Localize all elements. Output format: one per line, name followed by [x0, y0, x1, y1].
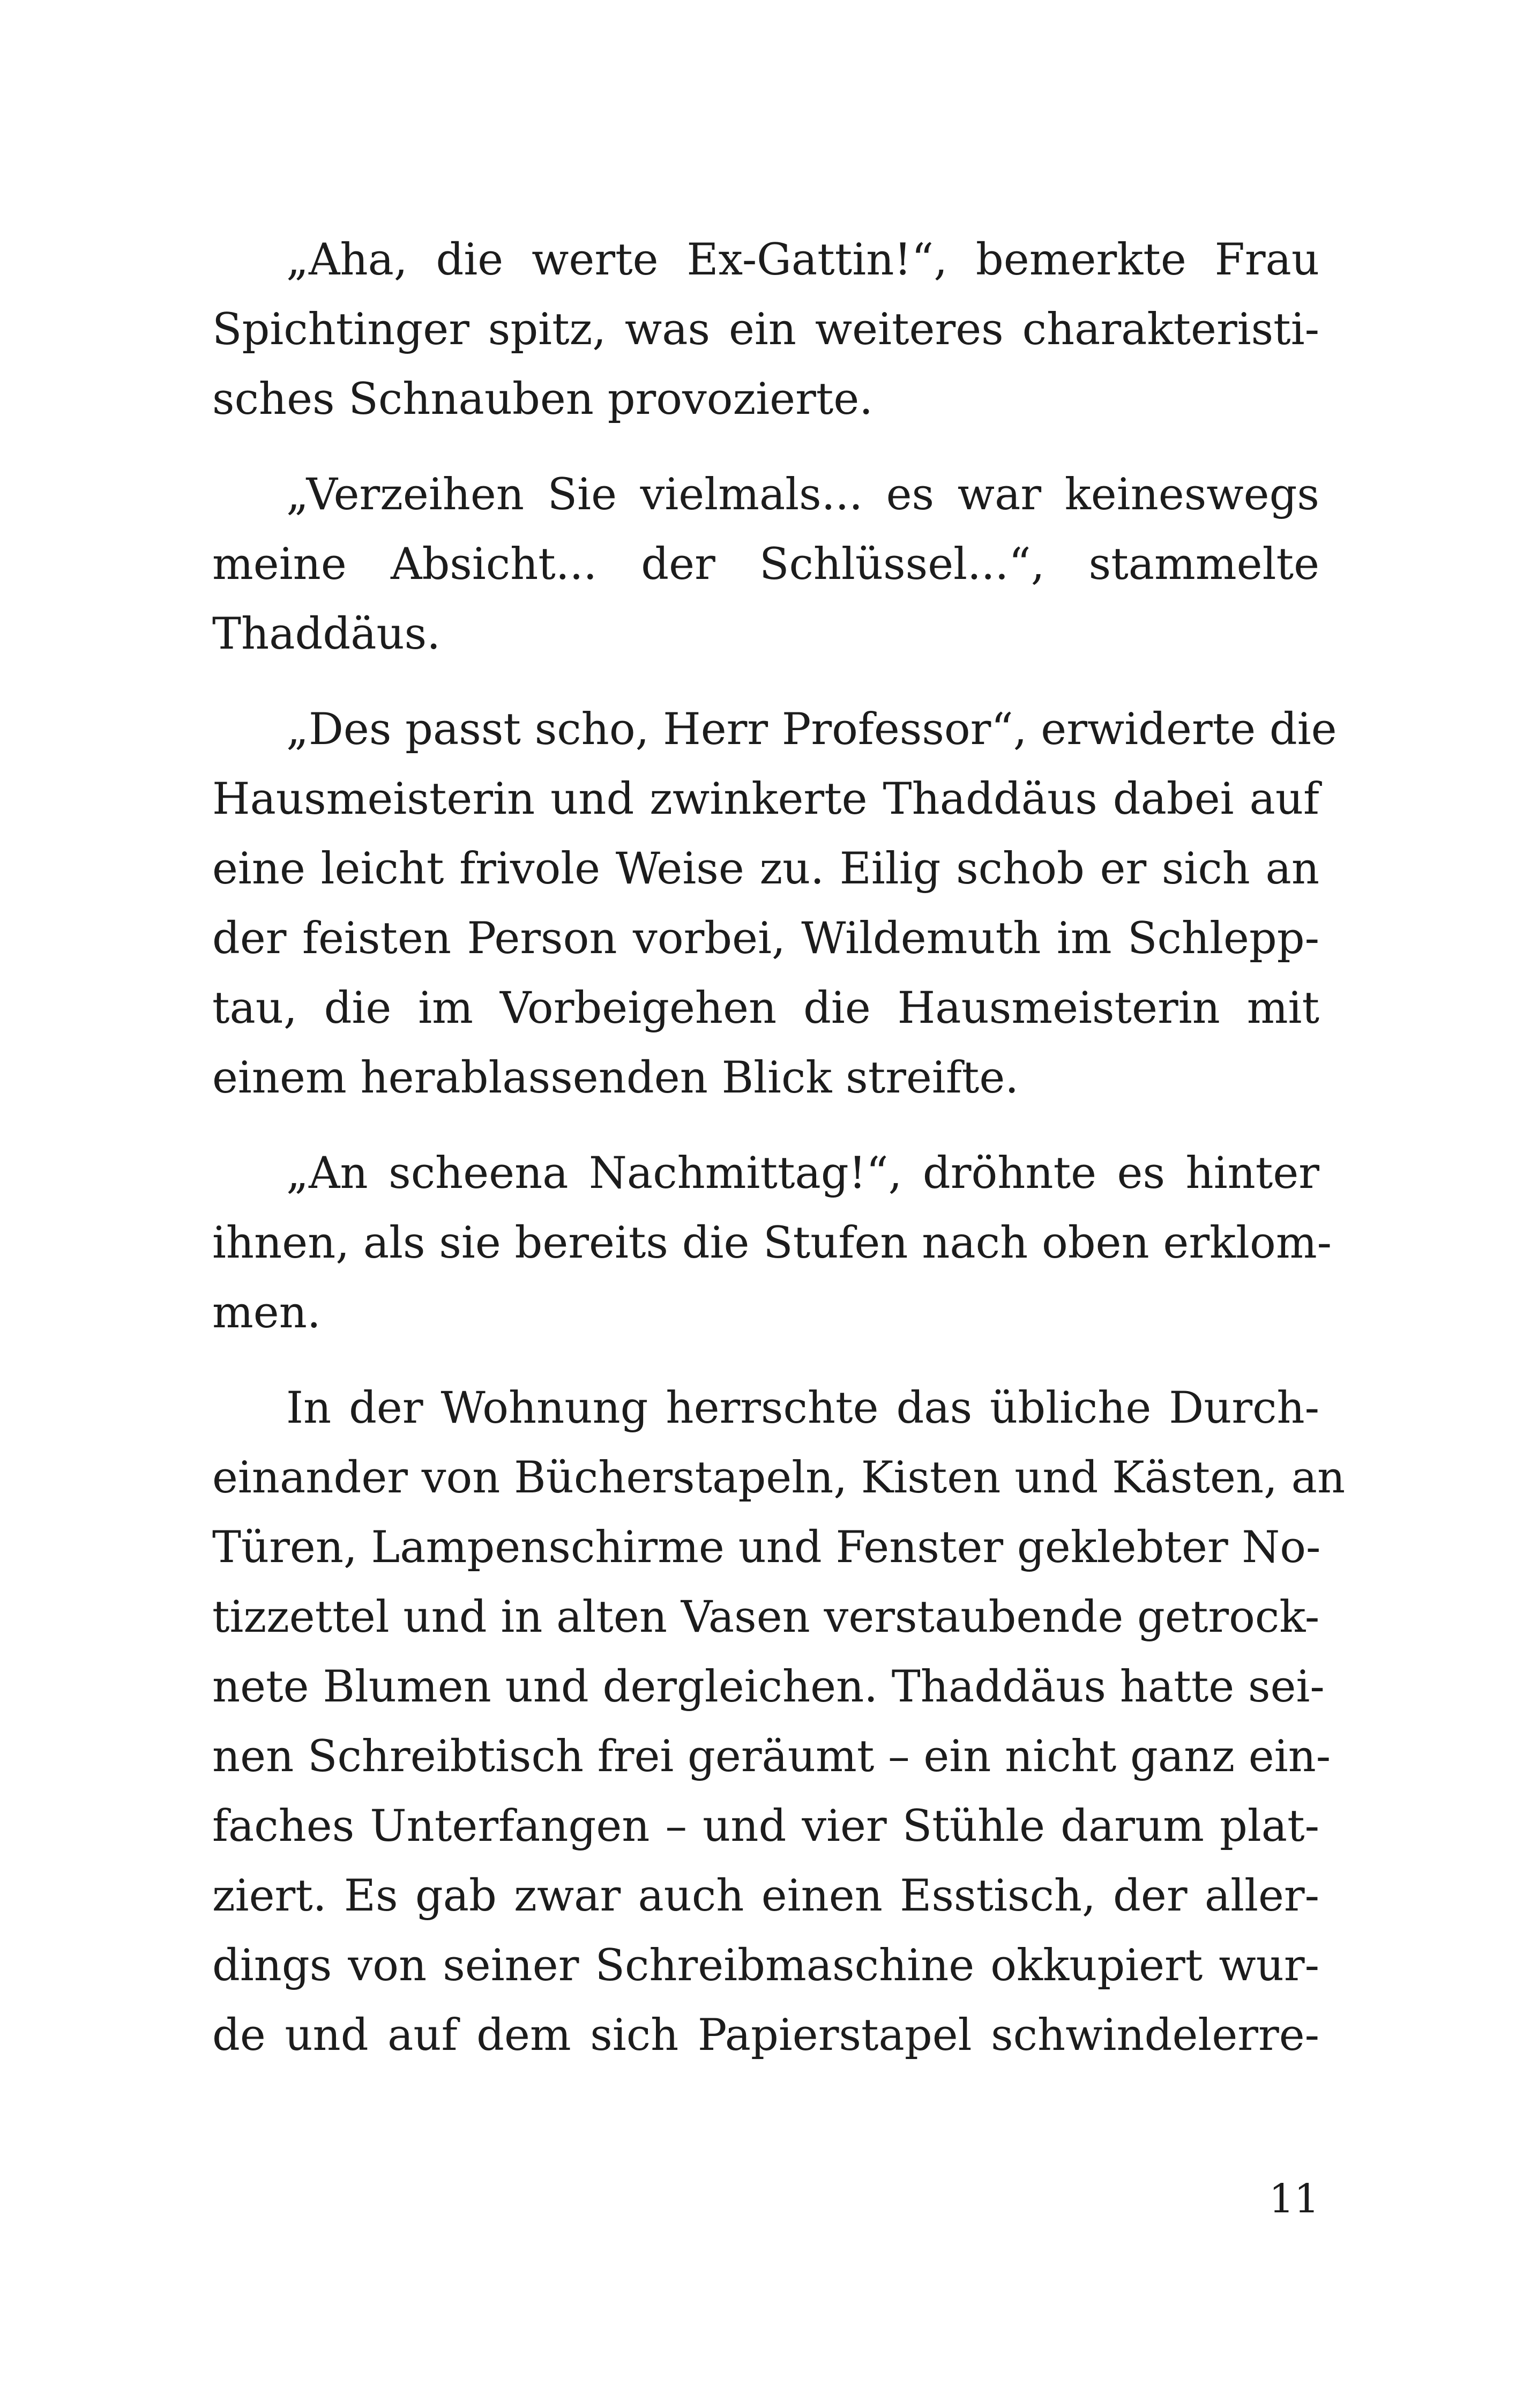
text-line: sches Schnauben provozierte. [212, 374, 874, 425]
text-line: men. [212, 1288, 321, 1338]
paragraph-1 [212, 225, 1319, 434]
text-line: eine leicht frivole Weise zu. Eilig schob er sich an [212, 844, 1319, 894]
page-number: 11 [1268, 2176, 1319, 2222]
text-line: tau, die im Vorbeigehen die Hausmeisterin mit [212, 983, 1319, 1034]
text-line: Spichtinger spitz, was ein weiteres charakteristi- [212, 304, 1319, 355]
text-line: Thaddäus. [212, 609, 441, 659]
text-line: Hausmeisterin und zwinkerte Thaddäus dabei auf [212, 774, 1319, 824]
text-line: ihnen, als sie bereits die Stufen nach oben erklom- [212, 1218, 1332, 1268]
text-line: „Verzeihen Sie vielmals... es war keineswegs [286, 470, 1319, 520]
text-line: dings von seiner Schreibmaschine okkupiert wur- [212, 1941, 1319, 1991]
text-line: „Des passt scho, Herr Professor“, erwiderte die [286, 704, 1337, 755]
text-line: einander von Bücherstapeln, Kisten und Kästen, an [212, 1453, 1346, 1503]
text-line: nen Schreibtisch frei geräumt – ein nicht ganz ein- [212, 1731, 1331, 1782]
paragraph-2 [212, 460, 1319, 669]
text-line: nete Blumen und dergleichen. Thaddäus hatte sei- [212, 1662, 1325, 1712]
text-line: der feisten Person vorbei, Wildemuth im Schlepp- [212, 913, 1319, 964]
text-line: de und auf dem sich Papierstapel schwindelerre- [212, 2010, 1319, 2061]
text-line: faches Unterfangen – und vier Stühle darum plat- [212, 1801, 1319, 1852]
paragraph-3 [212, 695, 1337, 1113]
paragraph-5 [212, 1373, 1346, 2070]
text-line: „An scheena Nachmittag!“, dröhnte es hinter [286, 1148, 1319, 1199]
text-line: einem herablassenden Blick streifte. [212, 1053, 1019, 1103]
text-line: „Aha, die werte Ex-Gattin!“, bemerkte Frau [286, 235, 1319, 285]
text-line: In der Wohnung herrschte das übliche Durch- [286, 1383, 1319, 1433]
text-line: tizzettel und in alten Vasen verstaubende getrock- [212, 1592, 1320, 1643]
text-line: Türen, Lampenschirme und Fenster geklebter No- [212, 1522, 1321, 1573]
text-line: meine Absicht... der Schlüssel...“, stammelte [212, 539, 1319, 590]
text-line: ziert. Es gab zwar auch einen Esstisch, der aller- [212, 1871, 1319, 1921]
body-text [212, 225, 1346, 2070]
paragraph-4 [212, 1139, 1332, 1348]
